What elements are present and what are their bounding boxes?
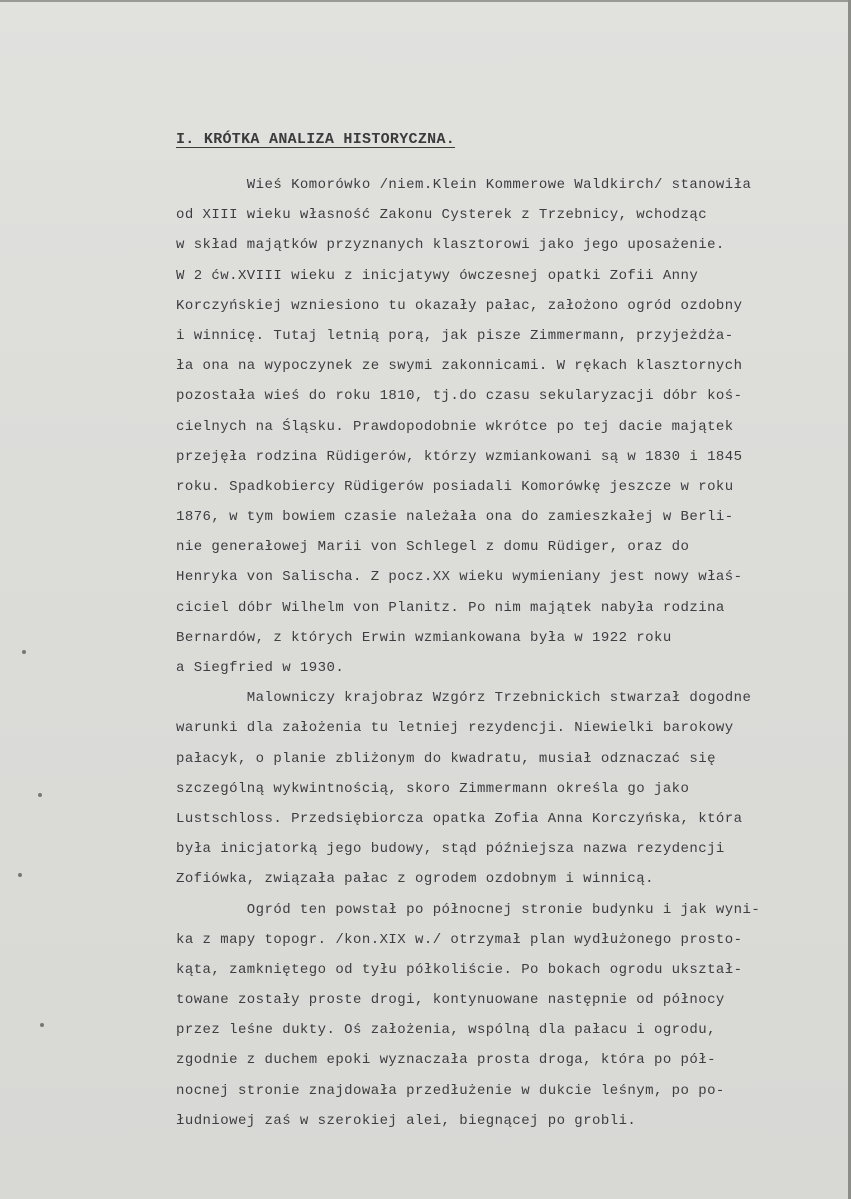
text-line: pałacyk, o planie zbliżonym do kwadratu, musiał odznaczać się [176,750,716,767]
text-line: pozostała wieś do roku 1810, tj.do czasu sekularyzacji dóbr koś- [176,388,743,405]
text-line: od XIII wieku własność Zakonu Cysterek z Trzebnicy, wchodząc [176,207,708,224]
text-line: nie generałowej Marii von Schlegel z domu Rüdiger, oraz do [176,539,690,556]
text-line: warunki dla założenia tu letniej rezydencji. Niewielki barokowy [176,720,734,737]
text-line: Bernardów, z których Erwin wzmiankowana była w 1922 roku [176,629,672,646]
text-line: 1876, w tym bowiem czasie należała ona do zamieszkałej w Berli- [176,509,734,526]
text-line: była inicjatorką jego budowy, stąd późniejsza nazwa rezydencji [176,841,725,858]
paper-speck [18,873,22,877]
page-edge-top [0,0,851,2]
text-line: ciciel dóbr Wilhelm von Planitz. Po nim majątek nabyła rodzina [176,599,725,616]
text-line: Korczyńskiej wzniesiono tu okazały pałac, założono ogród ozdobny [176,297,743,314]
section-heading: I. KRÓTKA ANALIZA HISTORYCZNA. [176,131,456,148]
text-line: Henryka von Salischa. Z pocz.XX wieku wymieniany jest nowy właś- [176,569,743,586]
text-line: w skład majątków przyznanych klasztorowi jako jego uposażenie. [176,237,725,254]
text-line: i winnicę. Tutaj letnią porą, jak pisze Zimmermann, przyjeżdża- [176,327,734,344]
text-line: roku. Spadkobiercy Rüdigerów posiadali Komorówkę jeszcze w roku [176,478,734,495]
paper-speck [38,793,42,797]
text-line: towane zostały proste drogi, kontynuowane następnie od północy [176,992,725,1009]
text-line: Wieś Komorówko /niem.Klein Kommerowe Waldkirch/ stanowiła [176,177,752,193]
text-line: Ogród ten powstał po północnej stronie budynku i jak wyni- [176,901,761,918]
text-line: przejęła rodzina Rüdigerów, którzy wzmiankowani są w 1830 i 1845 [176,448,743,465]
text-line: Zofiówka, związała pałac z ogrodem ozdobnym i winnicą. [176,871,654,888]
text-line: przez leśne dukty. Oś założenia, wspólną dla pałacu i ogrodu, [176,1022,716,1039]
text-line: nocnej stronie znajdowała przedłużenie w dukcie leśnym, po po- [176,1082,725,1099]
paper-speck [22,650,26,654]
text-line: ka z mapy topogr. /kon.XIX w./ otrzymał plan wydłużonego prosto- [176,931,743,948]
text-line: cielnych na Śląsku. Prawdopodobnie wkrótce po tej dacie majątek [176,418,734,435]
text-line: a Siegfried w 1930. [176,660,345,676]
text-line: zgodnie z duchem epoki wyznaczała prosta droga, która po pół- [176,1052,716,1069]
text-line: kąta, zamkniętego od tyłu półkoliście. Po bokach ogrodu ukształ- [176,961,743,978]
paper-speck [40,1023,44,1027]
text-line: szczególną wykwintnością, skoro Zimmermann określa go jako [176,780,690,797]
text-line: Lustschloss. Przedsiębiorcza opatka Zofia Anna Korczyńska, która [176,810,743,827]
text-line: W 2 ćw.XVIII wieku z inicjatywy ówczesnej opatki Zofii Anny [176,267,699,284]
text-line: ła ona na wypoczynek ze swymi zakonnicami. W rękach klasztornych [176,358,743,375]
text-line: łudniowej zaś w szerokiej alei, biegnącej po grobli. [176,1112,637,1129]
body-text [176,170,842,1136]
text-line: Malowniczy krajobraz Wzgórz Trzebnickich stwarzał dogodne [176,690,752,707]
